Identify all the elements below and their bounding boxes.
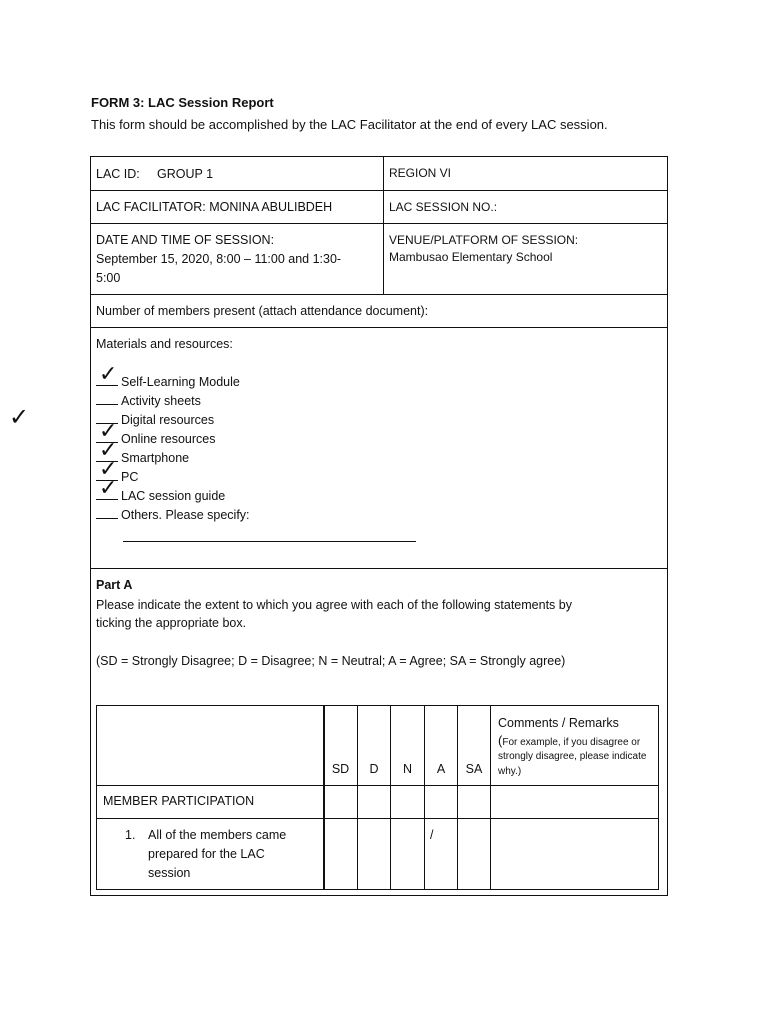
check-icon: ✓ [99, 419, 118, 444]
stray-check-icon: ✓ [9, 403, 30, 431]
venue-value: Mambusao Elementary School [389, 250, 553, 264]
row-1-line-3: session [148, 866, 191, 880]
check-icon: ✓ [99, 438, 118, 463]
col-n: N [402, 762, 413, 776]
material-item [96, 373, 240, 391]
material-label: Online resources [121, 432, 216, 446]
session-no: LAC SESSION NO.: [389, 200, 498, 214]
date-line-2: 5:00 [96, 271, 121, 285]
checkbox-blank[interactable] [96, 506, 118, 519]
form-subtitle: This form should be accomplished by the LAC Facilitator at the end of every LAC session. [91, 117, 608, 132]
check-icon: ✓ [99, 457, 118, 482]
material-label: Smartphone [121, 451, 190, 465]
material-label: Others. Please specify: [121, 508, 250, 522]
material-label: PC [121, 470, 139, 484]
members-present: Number of members present (attach attendance document): [96, 304, 429, 318]
col-sa: SA [465, 762, 483, 776]
lac-id-label: LAC ID: [96, 167, 140, 181]
col-a: A [436, 762, 446, 776]
specify-line [123, 541, 416, 542]
materials-heading: Materials and resources: [96, 337, 233, 351]
form-title: FORM 3: LAC Session Report [91, 95, 274, 110]
material-item [96, 506, 250, 524]
date-label: DATE AND TIME OF SESSION: [96, 233, 275, 247]
part-a-instruction-1: Please indicate the extent to which you agree with each of the following statements by [96, 598, 572, 612]
material-item [96, 392, 201, 410]
section-member-participation: MEMBER PARTICIPATION [103, 794, 255, 808]
row-1-line-1: All of the members came [148, 828, 287, 842]
comments-note-2: strongly disagree, please indicate [498, 751, 647, 762]
check-icon: ✓ [99, 362, 118, 387]
lac-id-value: GROUP 1 [157, 167, 214, 181]
date-line-1: September 15, 2020, 8:00 – 11:00 and 1:30- [96, 252, 342, 266]
col-sd: SD [331, 762, 350, 776]
material-label: LAC session guide [121, 489, 226, 503]
row-1-number: 1. [125, 828, 136, 842]
material-label: Self-Learning Module [121, 375, 240, 389]
material-label: Digital resources [121, 413, 215, 427]
row-1-line-2: prepared for the LAC [148, 847, 265, 861]
comments-note-3: why.) [498, 766, 522, 777]
part-a-instruction-2: ticking the appropriate box. [96, 616, 247, 630]
venue-label: VENUE/PLATFORM OF SESSION: [389, 233, 579, 247]
region: REGION VI [389, 166, 452, 180]
facilitator: LAC FACILITATOR: MONINA ABULIBDEH [96, 200, 333, 214]
check-icon: ✓ [99, 476, 118, 501]
material-label: Activity sheets [121, 394, 201, 408]
part-a-heading: Part A [96, 578, 133, 592]
col-d: D [369, 762, 379, 776]
row-1-mark-a: / [430, 828, 434, 842]
comments-header: Comments / Remarks [498, 716, 619, 730]
comments-note-1: (For example, if you disagree or [498, 733, 641, 748]
part-a-legend: (SD = Strongly Disagree; D = Disagree; N = Neutral; A = Agree; SA = Strongly agree) [96, 654, 566, 668]
checkbox-blank[interactable] [96, 392, 118, 405]
